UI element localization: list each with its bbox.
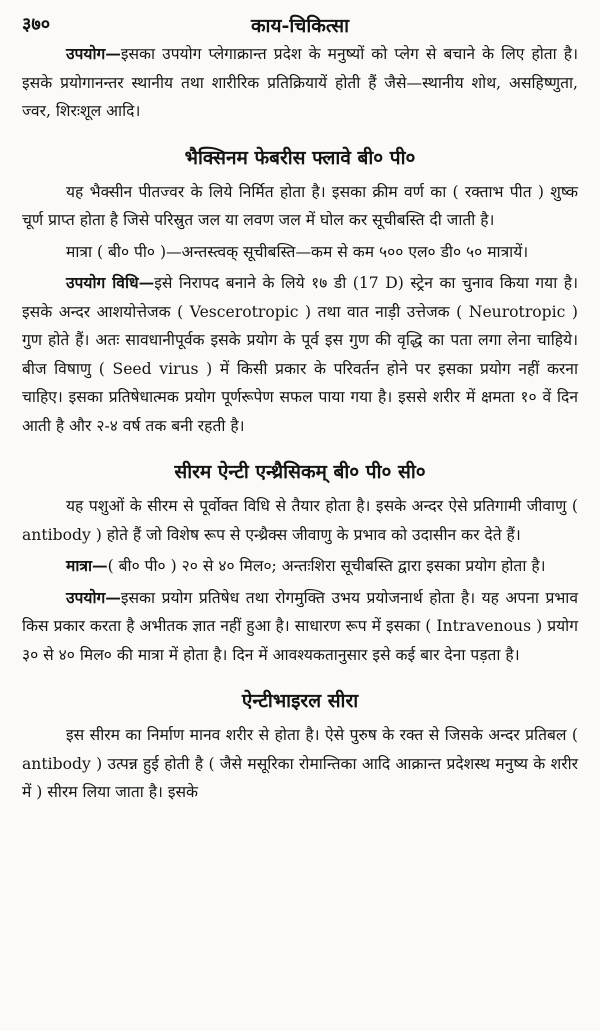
paragraph: [22, 492, 578, 549]
paragraph: [22, 40, 578, 126]
paragraph: [22, 721, 578, 807]
running-title: काय-चिकित्सा: [250, 15, 350, 37]
paragraph: [22, 238, 578, 267]
paragraph: [22, 178, 578, 235]
section-heading: सीरम ऐन्टी एन्थ्रैसिकम् बी० पी० सी०: [174, 461, 426, 483]
paragraph-lead: उपयोग विधि—: [66, 273, 155, 292]
paragraph-text: यह पशुओं के सीरम से पूर्वोक्त विधि से तैयार होता है। इसके अन्दर ऐसे प्रतिगामी जीवाणु ( antibody ) होते हैं जो विशेष रूप से एन्थ्रैक्स जीवाणु के प्रभाव को उदासीन कर देते हैं।: [22, 497, 578, 544]
paragraph-lead: मात्रा—: [66, 556, 108, 575]
paragraph-text: इस सीरम का निर्माण मानव शरीर से होता है। ऐसे पुरुष के रक्त से जिसके अन्दर प्रतिबल ( antibody ) उत्पन्न हुई होती है ( जैसे मसूरिका रोमान्तिका आदि आक्रान्त प्रदेशस्थ मनुष्य के शरीर में ) सीरम लिया जाता है। इसके: [22, 726, 578, 801]
paragraph: [22, 552, 578, 581]
paragraph-text: मात्रा ( बी० पी० )—अन्तस्त्वक् सूचीबस्ति—कम से कम ५०० एल० डी० ५० मात्रायें।: [66, 242, 529, 261]
paragraph-text: इसका प्रयोग प्रतिषेध तथा रोगमुक्ति उभय प्रयोजनार्थ होता है। यह अपना प्रभाव किस प्रकार करता है अभीतक ज्ञात नहीं हुआ है। साधारण रूप में इसका ( Intravenous ) प्रयोग ३० से ४० मिल० की मात्रा में होता है। दिन में आवश्यकतानुसार इसे कई बार देना पड़ता है।: [22, 588, 578, 664]
paragraph-lead: उपयोग—: [66, 44, 121, 63]
page-number: ३७०: [22, 14, 51, 35]
paragraph-text: यह भैक्सीन पीतज्वर के लिये निर्मित होता है। इसका क्रीम वर्ण का ( रक्ताभ पीत ) शुष्क चूर्ण प्राप्त होता है जिसे परिस्रुत जल या लवण जल में घोल कर सूचीबस्ति दी जाती है।: [22, 182, 578, 229]
paragraph-text: ( बी० पी० ) २० से ४० मिल०; अन्तःशिरा सूचीबस्ति द्वारा इसका प्रयोग होता है।: [107, 557, 546, 575]
paragraph: [22, 269, 578, 440]
paragraph-text: इसका उपयोग प्लेगाक्रान्त प्रदेश के मनुष्यों को प्लेग से बचाने के लिए होता है। इसके प्रयोगानन्तर स्थानीय तथा शारीरिक प्रतिक्रियायें होती हैं जैसे—स्थानीय शोथ, असहिष्णुता, ज्वर, शिरःशूल आदि।: [22, 45, 578, 120]
paragraph-text: इसे निरापद बनाने के लिये १७ डी (17 D) स्ट्रेन का चुनाव किया गया है। इसके अन्दर आशयोत्तेजक ( Vescerotropic ) तथा वात नाड़ी उत्तेजक ( Neurotropic ) गुण होते हैं। अतः सावधानीपूर्वक इसके प्रयोग के पूर्व इस गुण की वृद्धि का पता लगा लेना चाहिये। बीज विषाणु ( Seed virus ) में किसी प्रकार के परिवर्तन होने पर इसका प्रयोग नहीं करना चाहिए। इसका प्रतिषेधात्मक प्रयोग पूर्णरूपेण सफल पाया गया है। इससे शरीर में क्षमता १० वें दिन आती है और २-४ वर्ष तक बनी रहती है।: [22, 274, 578, 435]
section-heading: भैक्सिनम फेबरीस फ्लावे बी० पी०: [184, 146, 416, 169]
page-header: [22, 10, 578, 40]
section-heading: ऐन्टीभाइरल सीरा: [241, 690, 359, 712]
paragraph: [22, 584, 578, 670]
page-body: [22, 40, 578, 807]
paragraph-lead: उपयोग—: [66, 587, 121, 607]
